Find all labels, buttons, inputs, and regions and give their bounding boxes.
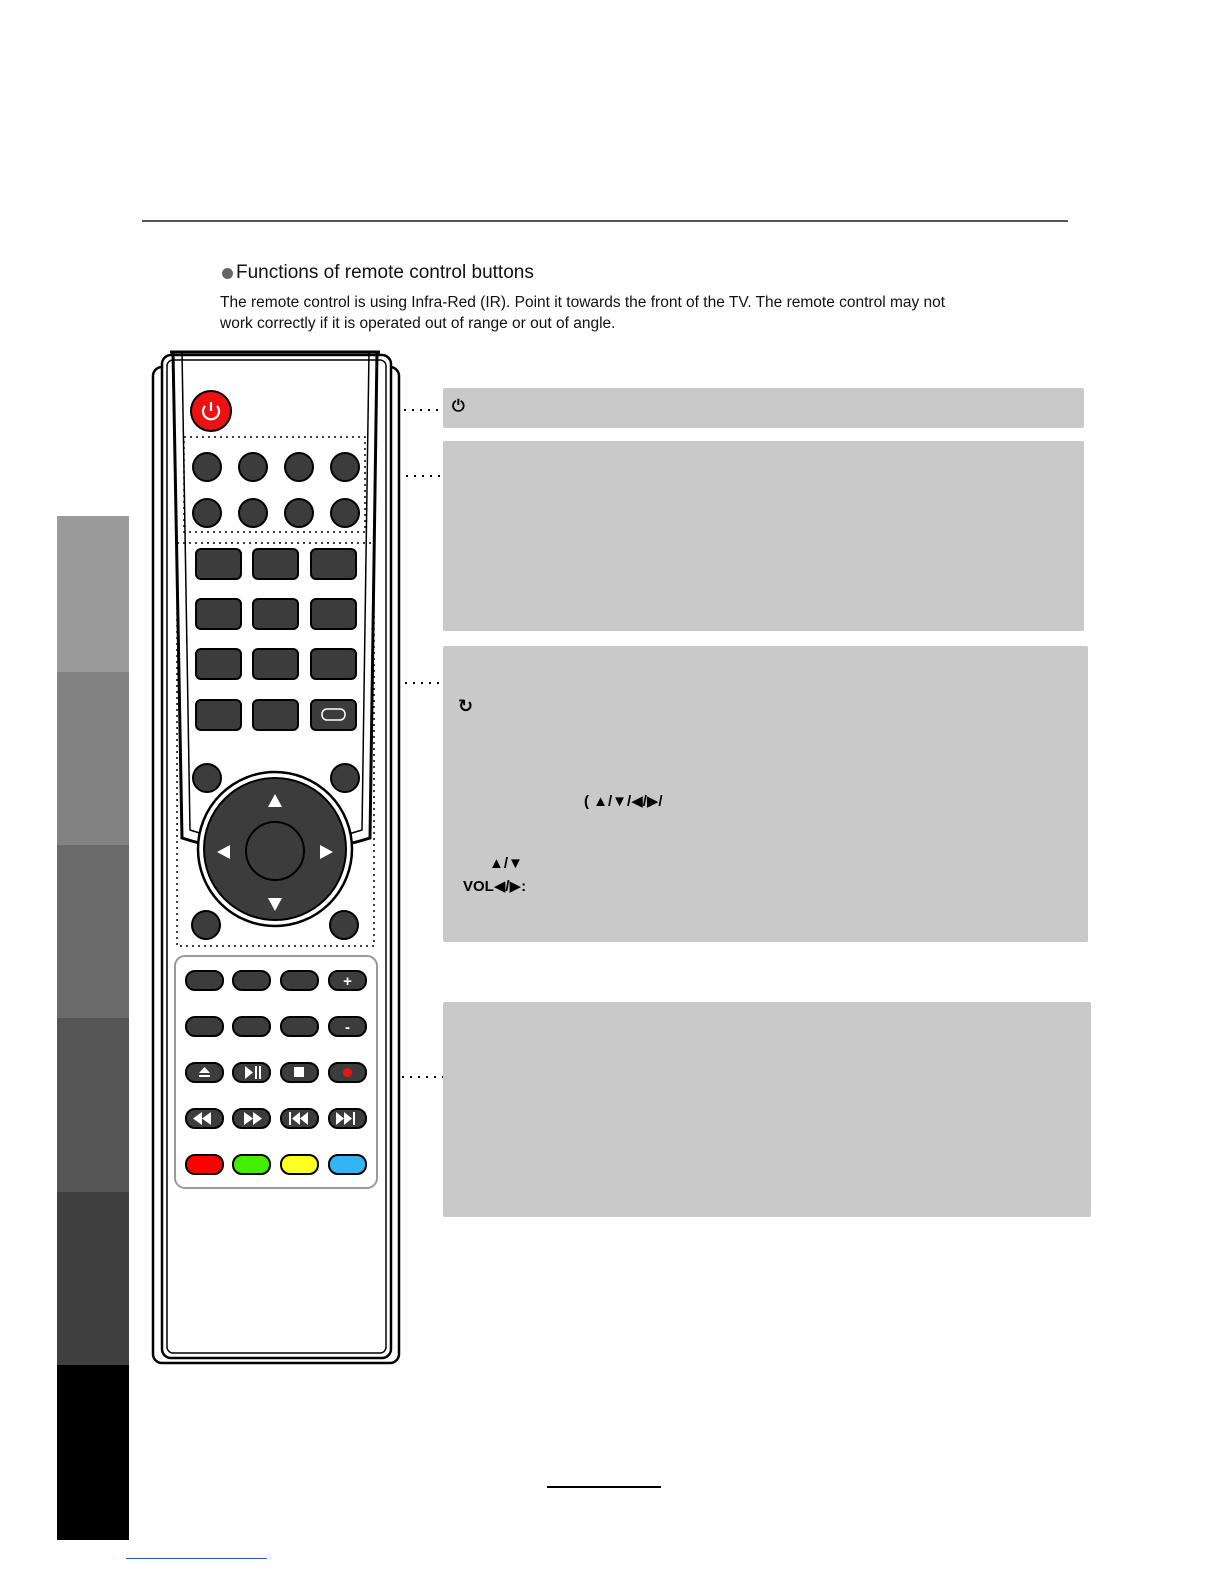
minus-label: - [345, 1019, 350, 1036]
number-button[interactable] [311, 549, 356, 579]
function-button[interactable] [239, 453, 267, 481]
return-symbol: ↻ [458, 696, 474, 716]
channel-arrows-text: ▲/▼ [489, 855, 523, 872]
source-button[interactable] [192, 911, 220, 939]
media-row2-button[interactable] [186, 1017, 223, 1036]
plus-label: + [343, 973, 352, 990]
page-number-underline [547, 1486, 661, 1488]
number-button[interactable] [196, 599, 241, 629]
function-button[interactable] [239, 499, 267, 527]
number-button[interactable] [196, 549, 241, 579]
power-symbol: ⏻ [452, 398, 465, 415]
function-button[interactable] [193, 499, 221, 527]
return-button[interactable] [311, 700, 356, 730]
nav-arrows-text: ( ▲/▼/◀/▶/ [584, 793, 663, 810]
function-button[interactable] [331, 453, 359, 481]
green-key[interactable] [233, 1155, 270, 1174]
number-button[interactable] [253, 700, 298, 730]
function-button[interactable] [285, 453, 313, 481]
section-heading-text: Functions of remote control buttons [236, 262, 534, 283]
function-button[interactable] [193, 453, 221, 481]
blue-key[interactable] [329, 1155, 366, 1174]
ok-button[interactable] [246, 822, 304, 880]
intro-line-1: The remote control is using Infra-Red (IR). Point it towards the front of the TV. The remote control may not [220, 294, 946, 311]
power-button[interactable] [191, 391, 231, 431]
function-button[interactable] [331, 499, 359, 527]
number-button[interactable] [311, 649, 356, 679]
record-icon [343, 1068, 352, 1077]
number-button[interactable] [253, 649, 298, 679]
bottom-link-underline [126, 1558, 267, 1559]
navigation-dpad[interactable] [198, 772, 352, 926]
media-row1-button[interactable] [233, 971, 270, 990]
intro-line-2: work correctly if it is operated out of range or out of angle. [220, 315, 616, 332]
number-button[interactable] [196, 700, 241, 730]
media-row2-button[interactable] [281, 1017, 318, 1036]
function-button[interactable] [285, 499, 313, 527]
menu-button[interactable] [193, 764, 221, 792]
stop-icon [294, 1067, 304, 1077]
info-button[interactable] [330, 911, 358, 939]
number-button[interactable] [196, 649, 241, 679]
number-button[interactable] [253, 599, 298, 629]
media-row1-button[interactable] [281, 971, 318, 990]
red-key[interactable] [186, 1155, 223, 1174]
media-row2-button[interactable] [233, 1017, 270, 1036]
number-button[interactable] [253, 549, 298, 579]
media-row1-button[interactable] [186, 971, 223, 990]
volume-label: VOL◀/▶: [463, 878, 527, 895]
exit-button[interactable] [331, 764, 359, 792]
yellow-key[interactable] [281, 1155, 318, 1174]
number-button[interactable] [311, 599, 356, 629]
